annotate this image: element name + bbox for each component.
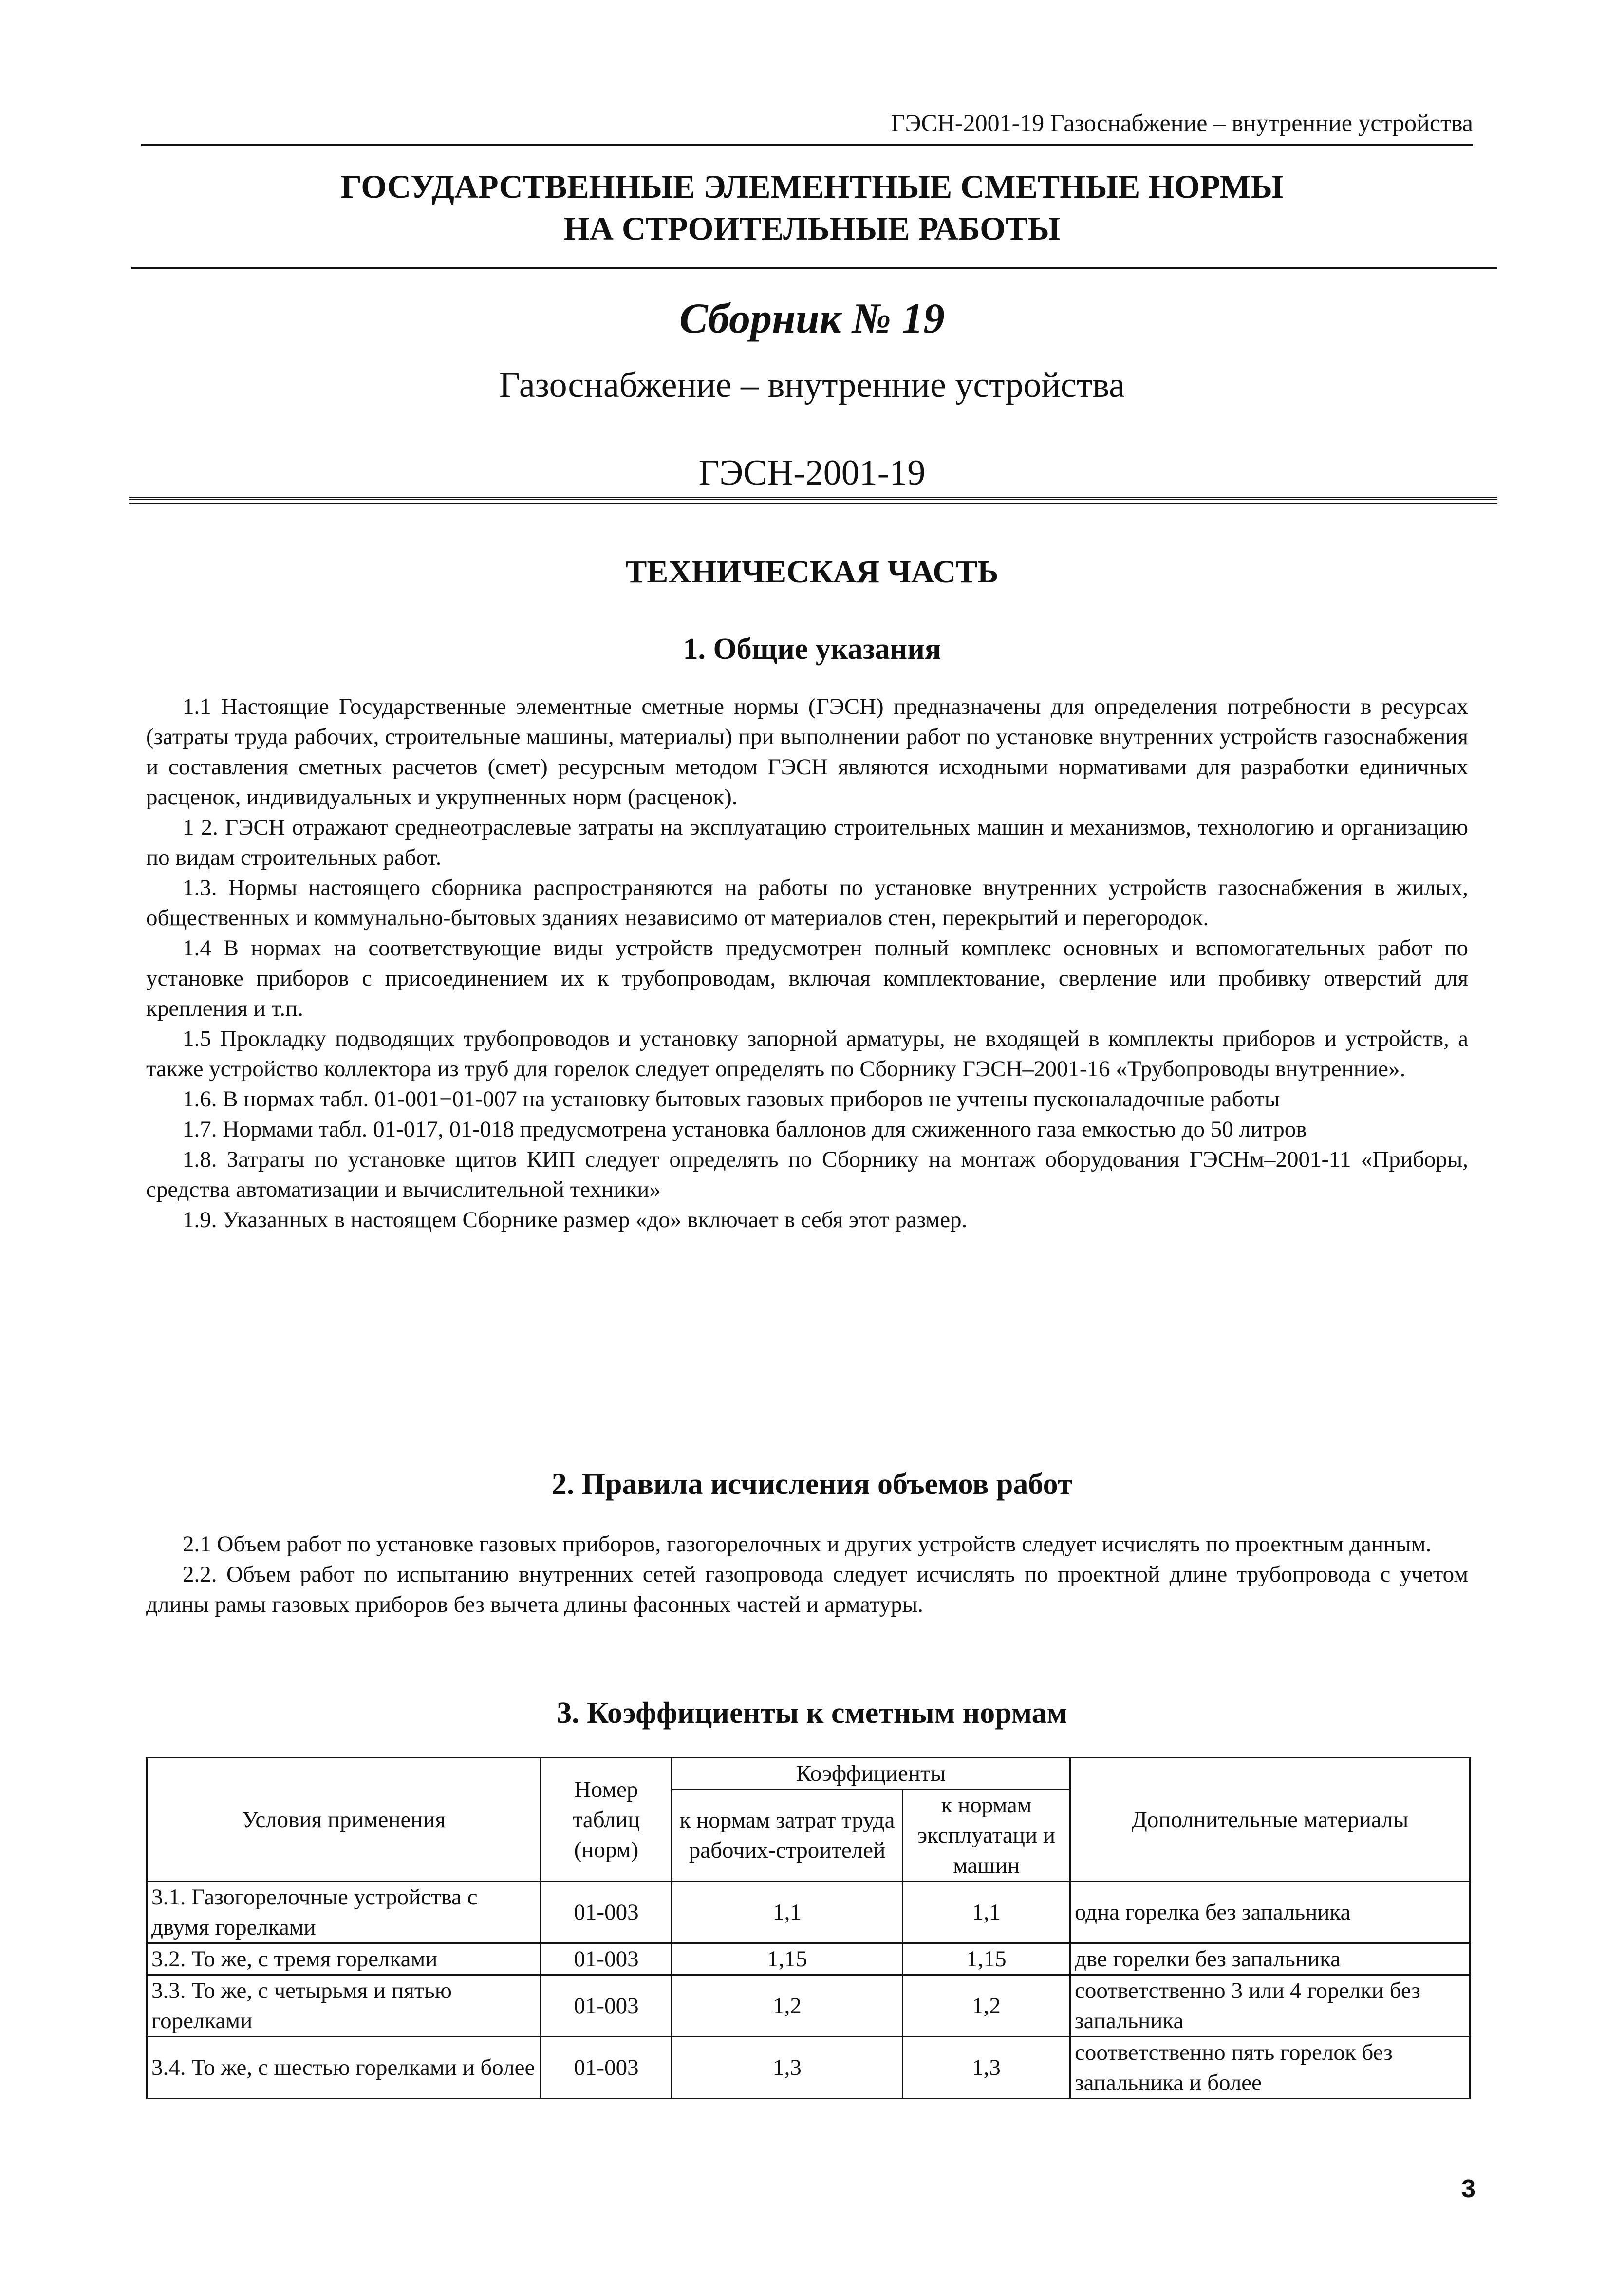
table-row <box>147 1882 1470 1943</box>
cell-labor: 1,1 <box>672 1882 903 1943</box>
paragraph: 1.7. Нормами табл. 01-017, 01-018 предусмотрена установка баллонов для сжиженного газа емкостью до 50 литров <box>183 1117 1307 1142</box>
title-line-2: НА СТРОИТЕЛЬНЫЕ РАБОТЫ <box>563 210 1061 247</box>
cell-conditions: 3.4. То же, с шестью горелками и более <box>147 2037 541 2099</box>
cell-table-number: 01-003 <box>541 1943 672 1975</box>
document-title <box>127 166 1497 249</box>
header-materials: Дополнительные материалы <box>1070 1758 1470 1882</box>
header-conditions: Условия применения <box>147 1758 541 1882</box>
cell-labor: 1,3 <box>672 2037 903 2099</box>
cell-materials: соответственно 3 или 4 горелки без запальника <box>1070 1975 1470 2037</box>
title-rule <box>131 267 1497 269</box>
coefficients-table <box>146 1757 1471 2099</box>
table-row <box>147 2037 1470 2099</box>
section-2-body <box>146 1529 1468 1620</box>
table-header-row <box>147 1758 1470 1790</box>
cell-machines: 1,3 <box>903 2037 1070 2099</box>
table-row <box>147 1975 1470 2037</box>
cell-machines: 1,15 <box>903 1943 1070 1975</box>
collection-subtitle: Газоснабжение – внутренние устройства <box>499 365 1125 405</box>
cell-materials: одна горелка без запальника <box>1070 1882 1470 1943</box>
cell-conditions: 3.1. Газогорелочные устройства с двумя горелками <box>147 1882 541 1943</box>
paragraph: 1.5 Прокладку подводящих трубопроводов и установку запорной арматуры, не входящей в комплекты приборов и устройств, а также устройство коллектора из труб для горелок следует определять по Сборнику ГЭСН–2001-16 «Трубопроводы внутренние». <box>146 1026 1468 1082</box>
table-row <box>147 1943 1470 1975</box>
header-labor: к нормам затрат труда рабочих-строителей <box>672 1790 903 1882</box>
section-3-heading: 3. Коэффициенты к сметным нормам <box>557 1697 1067 1730</box>
cell-conditions: 3.2. То же, с тремя горелками <box>147 1943 541 1975</box>
part-title: ТЕХНИЧЕСКАЯ ЧАСТЬ <box>625 554 999 590</box>
cell-labor: 1,2 <box>672 1975 903 2037</box>
cell-table-number: 01-003 <box>541 1975 672 2037</box>
header-rule <box>141 144 1473 146</box>
header-coefficients: Коэффициенты <box>672 1758 1070 1790</box>
paragraph: 1.4 В нормах на соответствующие виды устройств предусмотрен полный комплекс основных и вспомогательных работ по установке приборов с присоединением их к трубопроводам, включая комплектование, сверление или пробивку отверстий для крепления и т.п. <box>146 935 1468 1021</box>
header-machines: к нормам эксплуатаци и машин <box>903 1790 1070 1882</box>
cell-table-number: 01-003 <box>541 2037 672 2099</box>
code-rule <box>129 497 1497 504</box>
cell-conditions: 3.3. То же, с четырьмя и пятью горелками <box>147 1975 541 2037</box>
section-2-heading: 2. Правила исчисления объемов работ <box>551 1468 1073 1501</box>
collection-code: ГЭСН-2001-19 <box>698 453 926 493</box>
section-1-heading: 1. Общие указания <box>683 633 941 666</box>
paragraph: 1.8. Затраты по установке щитов КИП следует определять по Сборнику на монтаж оборудования ГЭСНм–2001-11 «Приборы, средства автоматизации и вычислительной техники» <box>146 1147 1468 1202</box>
paragraph: 2.1 Объем работ по установке газовых приборов, газогорелочных и других устройств следует исчислять по проектным данным. <box>183 1531 1432 1557</box>
paragraph: 1.3. Нормы настоящего сборника распространяются на работы по установке внутренних устройств газоснабжения в жилых, общественных и коммунально-бытовых зданиях независимо от материалов стен, перекрытий и перегородок. <box>146 875 1468 931</box>
cell-table-number: 01-003 <box>541 1882 672 1943</box>
section-1-body <box>146 691 1468 1235</box>
paragraph: 1 2. ГЭСН отражают среднеотраслевые затраты на эксплуатацию строительных машин и механизмов, технологию и организацию по видам строительных работ. <box>146 815 1468 870</box>
cell-materials: соответственно пять горелок без запальника и более <box>1070 2037 1470 2099</box>
page-number: 3 <box>1461 2175 1475 2203</box>
cell-machines: 1,1 <box>903 1882 1070 1943</box>
running-header: ГЭСН-2001-19 Газоснабжение – внутренние устройства <box>891 109 1473 136</box>
paragraph: 1.9. Указанных в настоящем Сборнике размер «до» включает в себя этот размер. <box>183 1207 968 1232</box>
paragraph: 1.6. В нормах табл. 01-001−01-007 на установку бытовых газовых приборов не учтены пусконаладочные работы <box>183 1086 1280 1112</box>
paragraph: 1.1 Настоящие Государственные элементные сметные нормы (ГЭСН) предназначены для определения потребности в ресурсах (затраты труда рабочих, строительные машины, материалы) при выполнении работ по установке внутренних устройств газоснабжения и составления сметных расчетов (смет) ресурсным методом ГЭСН являются исходными нормативами для разработки единичных расценок, индивидуальных и укрупненных норм (расценок). <box>146 694 1468 810</box>
header-table-number: Номер таблиц (норм) <box>541 1758 672 1882</box>
title-line-1: ГОСУДАРСТВЕННЫЕ ЭЛЕМЕНТНЫЕ СМЕТНЫЕ НОРМЫ <box>340 168 1284 205</box>
cell-machines: 1,2 <box>903 1975 1070 2037</box>
cell-materials: две горелки без запальника <box>1070 1943 1470 1975</box>
collection-name: Сборник № 19 <box>679 295 945 342</box>
paragraph: 2.2. Объем работ по испытанию внутренних сетей газопровода следует исчислять по проектной длине трубопровода с учетом длины рамы газовых приборов без вычета длины фасонных частей и арматуры. <box>146 1562 1468 1617</box>
cell-labor: 1,15 <box>672 1943 903 1975</box>
